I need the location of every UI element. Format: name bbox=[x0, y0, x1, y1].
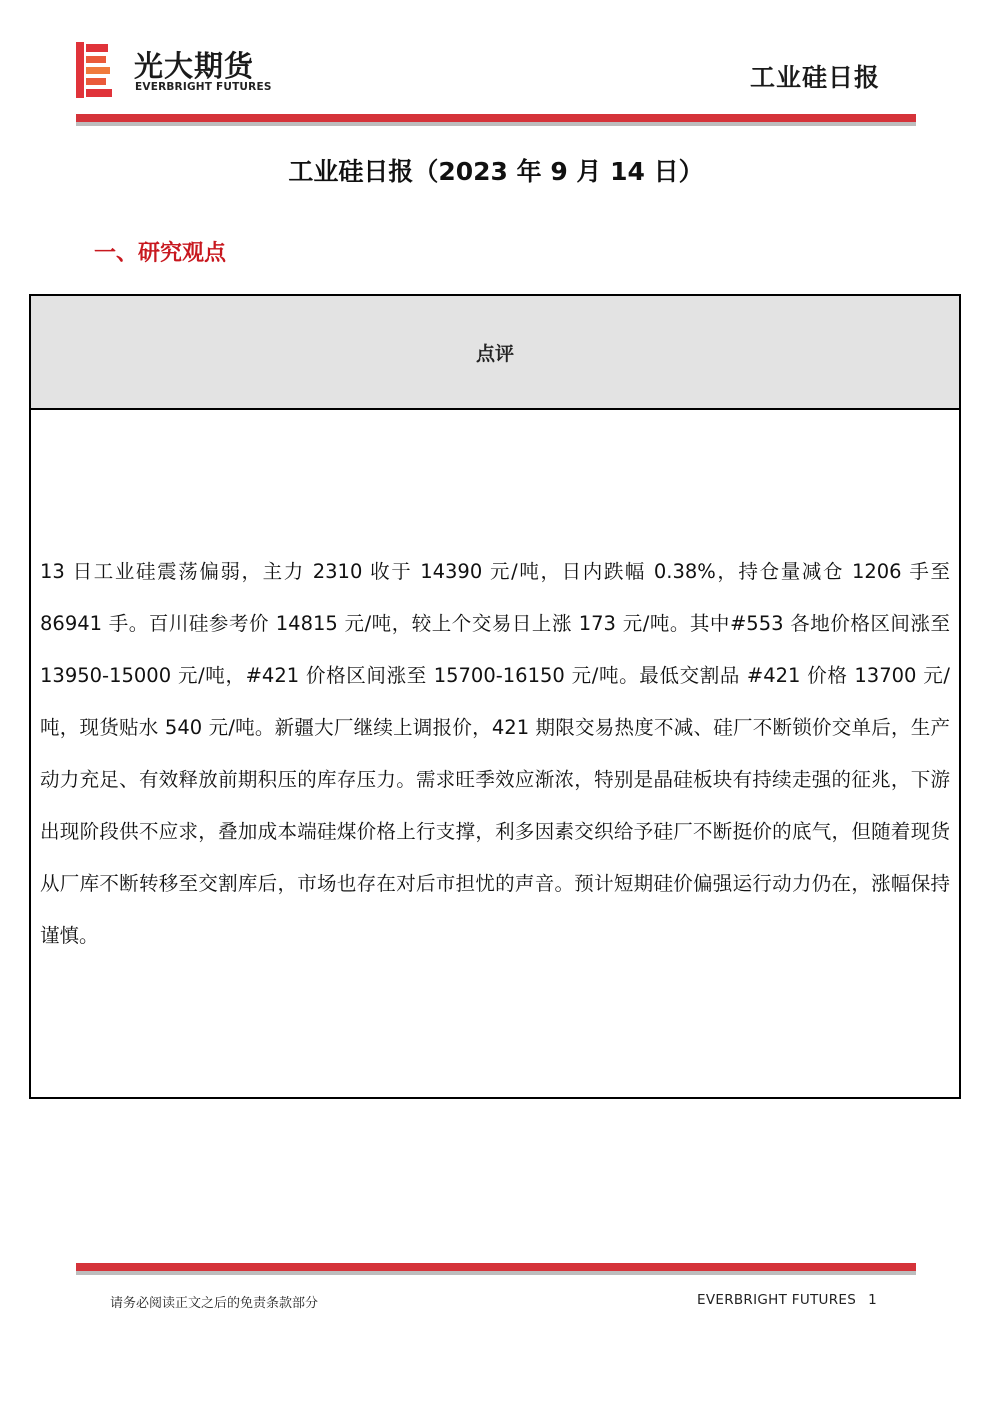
section-heading: 一、研究观点 bbox=[94, 241, 227, 266]
table-header bbox=[31, 296, 959, 410]
footer-brand: EVERBRIGHT FUTURES bbox=[697, 1292, 857, 1308]
report-type-label: 工业硅日报 bbox=[749, 63, 880, 92]
table-body bbox=[31, 410, 959, 1097]
logo-english-name: EVERBRIGHT FUTURES bbox=[135, 81, 272, 93]
footer-divider bbox=[76, 1263, 916, 1275]
commentary-text: 13 日工业硅震荡偏弱，主力 2310 收于 14390 元/吨，日内跌幅 0.38%，持仓量减仓 1206 手至 86941 手。百川硅参考价 14815 元/吨，较上个交易日上涨 173 元/吨。其中#553 各地价格区间涨至 13950-15000 元/吨，#421 价格区间涨至 15700-16150 元/吨。最低交割品 #421 价格 13700 元/吨，现货贴水 540 元/吨。新疆大厂继续上调报价，421 期限交易热度不减、硅厂不断锁价交单后，生产动力充足、有效释放前期积压的库存压力。需求旺季效应渐浓，特别是晶硅板块有持续走强的征兆，下游出现阶段供不应求，叠加成本端硅煤价格上行支撑，利多因素交织给予硅厂不断挺价的底气，但随着现货从厂库不断转移至交割库后，市场也存在对后市担忧的声音。预计短期硅价偏强运行动力仍在，涨幅保持谨慎。 bbox=[40, 560, 950, 947]
page-number: 1 bbox=[868, 1292, 877, 1308]
footer-disclaimer: 请务必阅读正文之后的免责条款部分 bbox=[110, 1296, 319, 1311]
logo-chinese-name: 光大期货 bbox=[134, 49, 255, 83]
document-title: 工业硅日报（2023 年 9 月 14 日） bbox=[288, 157, 704, 186]
footer-brand-page bbox=[697, 1292, 877, 1308]
table-header-label: 点评 bbox=[475, 342, 514, 365]
everbright-logo-icon bbox=[76, 42, 116, 98]
company-logo bbox=[76, 42, 286, 98]
header-divider bbox=[76, 114, 916, 126]
commentary-table bbox=[29, 294, 961, 1099]
